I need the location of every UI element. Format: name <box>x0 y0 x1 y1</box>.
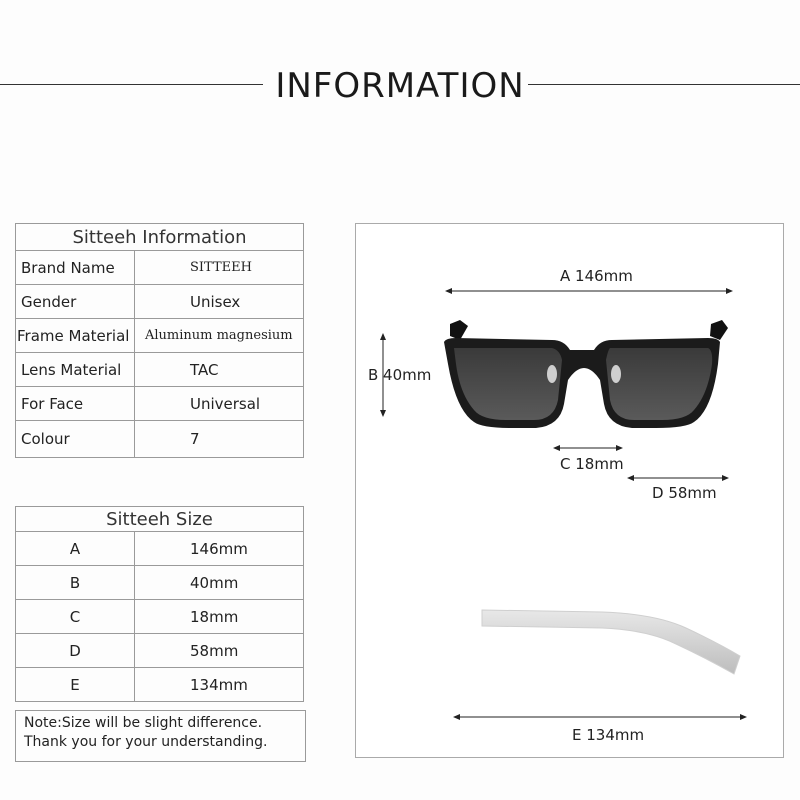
size-table <box>15 506 304 702</box>
info-label-lens: Lens Material <box>16 353 135 387</box>
dimension-diagram <box>355 223 784 758</box>
info-value-gender: Unisex <box>135 285 304 319</box>
info-value-lens: TAC <box>135 353 304 387</box>
note-line-1: Note:Size will be slight difference. <box>24 715 263 731</box>
temple-arm-icon <box>482 610 740 674</box>
note-line-2: Thank you for your understanding. <box>24 734 268 750</box>
info-label-gender: Gender <box>16 285 135 319</box>
info-label-brand: Brand Name <box>16 251 135 285</box>
info-table-caption: Sitteeh Information <box>16 224 304 251</box>
sunglasses-front-icon <box>444 320 728 428</box>
size-value-e: 134mm <box>135 668 304 702</box>
dimension-d-label: D 58mm <box>652 484 717 502</box>
info-value-frame: Aluminum magnesium <box>135 319 304 353</box>
size-value-c: 18mm <box>135 600 304 634</box>
size-label-c: C <box>16 600 135 634</box>
size-value-d: 58mm <box>135 634 304 668</box>
dimension-a-label: A 146mm <box>560 267 633 285</box>
size-value-a: 146mm <box>135 532 304 566</box>
info-value-brand: SITTEEH <box>135 251 304 285</box>
size-label-e: E <box>16 668 135 702</box>
info-label-frame: Frame Material <box>16 319 135 353</box>
size-note <box>15 710 306 762</box>
size-table-caption: Sitteeh Size <box>16 507 304 532</box>
page-title: INFORMATION <box>275 66 525 106</box>
dimension-e-label: E 134mm <box>572 726 645 744</box>
dimension-b-label: B 40mm <box>368 366 432 384</box>
info-value-colour: 7 <box>135 421 304 458</box>
size-value-b: 40mm <box>135 566 304 600</box>
size-label-a: A <box>16 532 135 566</box>
info-label-face: For Face <box>16 387 135 421</box>
size-label-b: B <box>16 566 135 600</box>
info-label-colour: Colour <box>16 421 135 458</box>
title-rule-right <box>528 84 800 85</box>
diagram-drawing <box>356 224 783 757</box>
size-label-d: D <box>16 634 135 668</box>
dimension-c-label: C 18mm <box>560 455 624 473</box>
info-table <box>15 223 304 458</box>
info-value-face: Universal <box>135 387 304 421</box>
